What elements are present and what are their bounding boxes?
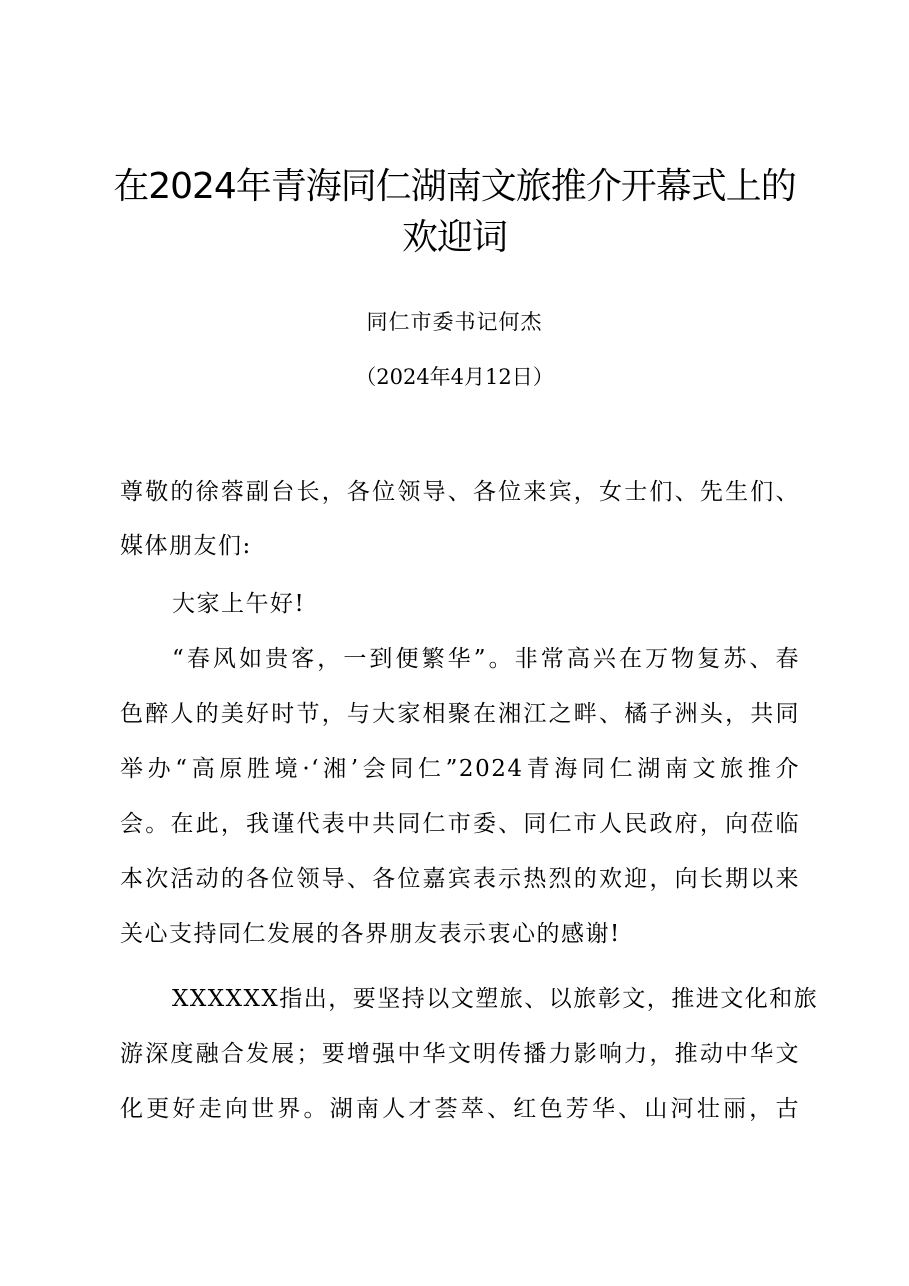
- paragraph-1-line: 举办“高原胜境·‘湘’会同仁”2024青海同仁湖南文旅推介: [120, 756, 800, 782]
- paragraph-2-line: 游深度融合发展；要增强中华文明传播力影响力，推动中华文: [120, 1041, 800, 1067]
- author-line: 同仁市委书记何杰: [366, 310, 543, 334]
- paragraph-1-line: 会。在此，我谨代表中共同仁市委、同仁市人民政府，向莅临: [120, 811, 800, 837]
- paragraph-2-line: 化更好走向世界。湖南人才荟萃、红色芳华、山河壮丽，古: [120, 1096, 800, 1122]
- document-title-line-1: 在2024年青海同仁湖南文旅推介开幕式上的: [113, 166, 796, 207]
- paragraph-2-line: XXXXXX指出，要坚持以文塑旅、以旅彰文，推进文化和旅: [172, 986, 819, 1012]
- paragraph-1-line: 本次活动的各位领导、各位嘉宾表示热烈的欢迎，向长期以来: [120, 866, 800, 892]
- date-line: （2024年4月12日）: [355, 365, 554, 389]
- salutation-line-2: 媒体朋友们:: [120, 533, 252, 559]
- salutation-line-1: 尊敬的徐蓉副台长，各位领导、各位来宾，女士们、先生们、: [120, 479, 800, 505]
- greeting-line: 大家上午好!: [172, 591, 306, 617]
- document-title-line-2: 欢迎词: [401, 217, 507, 258]
- paragraph-1-line: “春风如贵客，一到便繁华”。非常高兴在万物复苏、春: [172, 646, 800, 672]
- paragraph-1-line: 关心支持同仁发展的各界朋友表示衷心的感谢!: [120, 921, 621, 947]
- paragraph-1-line: 色醉人的美好时节，与大家相聚在湘江之畔、橘子洲头，共同: [120, 701, 800, 727]
